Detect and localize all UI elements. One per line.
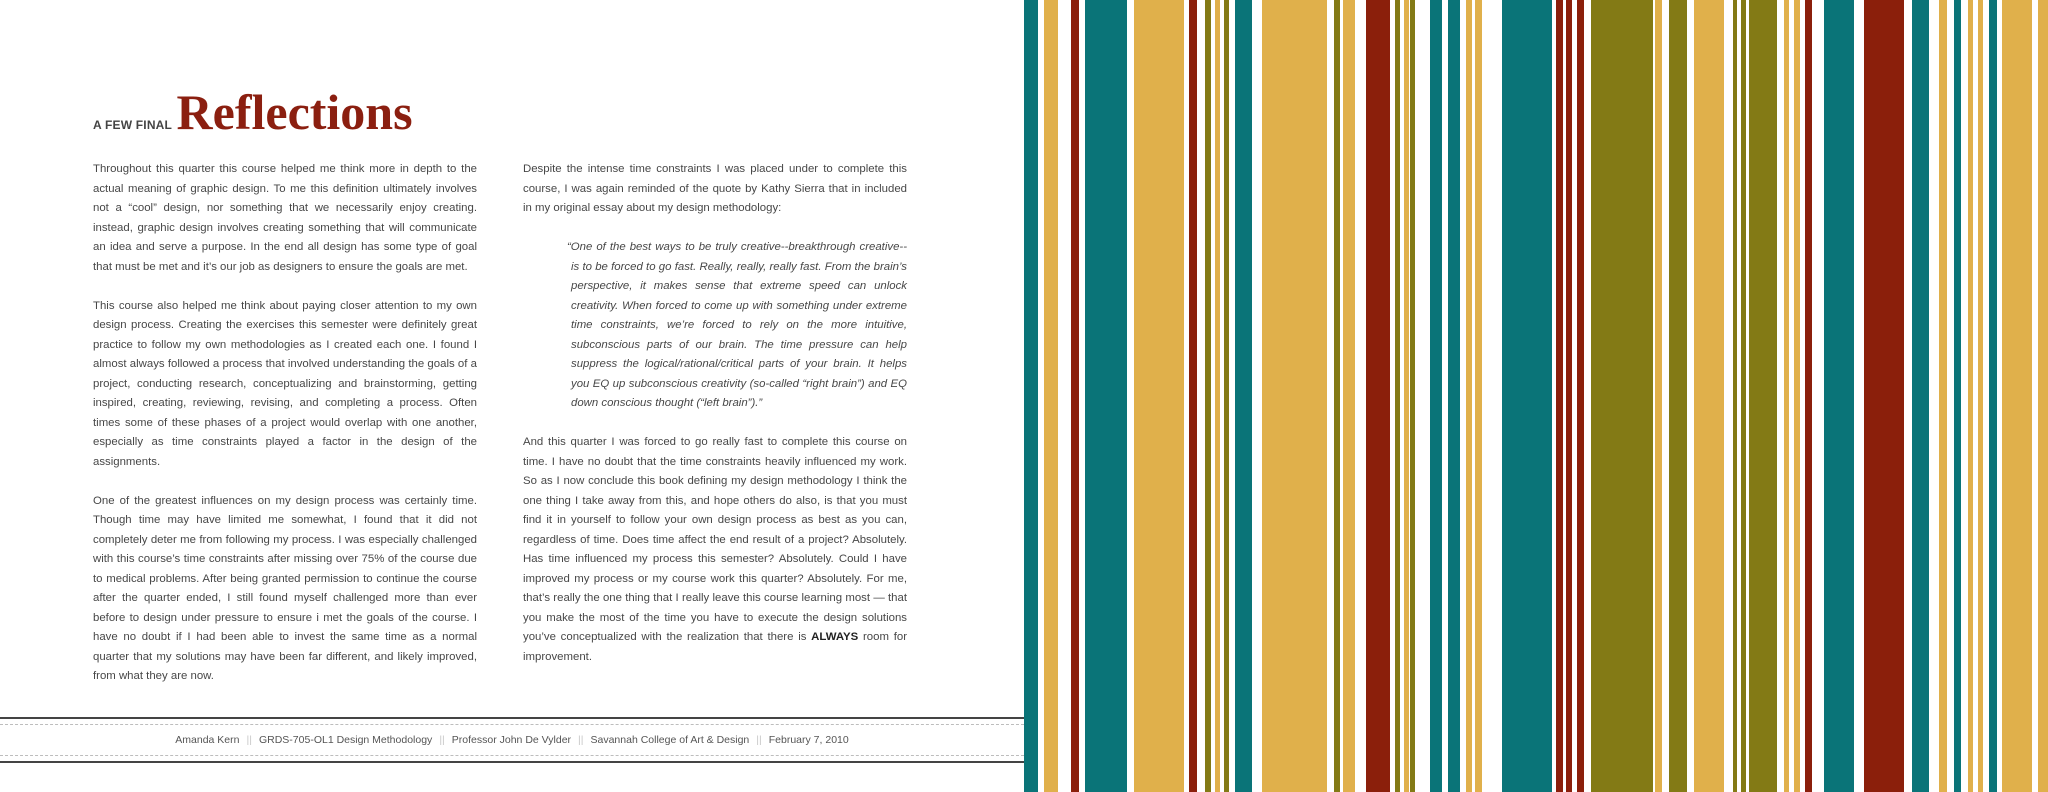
stripe	[1189, 0, 1197, 792]
stripe	[1235, 0, 1252, 792]
stripe	[1968, 0, 1973, 792]
stripe	[1566, 0, 1572, 792]
emphasis-text: ALWAYS	[811, 631, 859, 643]
stripe	[1205, 0, 1211, 792]
striped-pattern-page	[1024, 0, 2048, 792]
stripe	[1954, 0, 1961, 792]
stripe	[1591, 0, 1653, 792]
stripe	[1556, 0, 1563, 792]
footer-professor: Professor John De Vylder	[451, 734, 572, 746]
closing-text: And this quarter I was forced to go really fast to complete this course on time. I have no doubt that the time constraints heavily influenced my work. So as I now conclude this book defining my design methodology I think the one thing I take away from this, and hope others do also, is that you must find it in yourself to follow your own design process as best as you can, regardless of time. Does time affect the end result of a project? Absolutely. Has time influenced my process this semester? Absolutely. Could I have improved my process or my course work this quarter? Absolutely. For me, that’s really the one thing that I really leave this course learning most — that you make the most of the time you have to execute the design solutions you’ve conceptualized with the realization that there is	[523, 436, 907, 643]
stripe	[1733, 0, 1737, 792]
stripe	[1577, 0, 1584, 792]
stripe	[1215, 0, 1220, 792]
paragraph: Despite the intense time constraints I was placed under to complete this course, I was again reminded of the quote by Kathy Sierra that in included in my original essay about my design methodology:	[523, 163, 907, 214]
stripe	[1741, 0, 1746, 792]
stripe	[1989, 0, 1997, 792]
stripe	[1071, 0, 1079, 792]
footer-bar	[0, 717, 1024, 763]
footer-separator: ||	[439, 734, 445, 746]
footer-author: Amanda Kern	[175, 734, 240, 746]
footer-course: GRDS-705-OL1 Design Methodology	[258, 734, 433, 746]
stripe	[1805, 0, 1812, 792]
stripe	[1655, 0, 1662, 792]
stripe	[1224, 0, 1229, 792]
left-text-column	[93, 160, 477, 706]
paragraph: Throughout this quarter this course helped me think more in depth to the actual meaning of graphic design. To me this definition ultimately involves not a “cool” design, nor something that we necessarily enjoy creating. instead, graphic design involves creating something that will communicate an idea and serve a purpose. In the end all design has some type of goal that must be met and it’s our job as designers to ensure the goals are met.	[93, 163, 477, 273]
stripe	[1395, 0, 1400, 792]
stripe	[1044, 0, 1058, 792]
page-heading	[93, 82, 413, 142]
stripe	[1410, 0, 1415, 792]
page-title: Reflections	[176, 84, 413, 140]
block-quote: “One of the best ways to be truly creative--breakthrough creative--is to be forced to go fast. Really, really, really fast. From the brain’s perspective, it makes sense that extreme speed can unlock creativity. When forced to come up with something under extreme time constraints, we’re forced to rely on the more intuitive, subconscious parts of our brain. The time pressure can help suppress the logical/rational/critical parts of your brain. It helps you EQ up subconscious creativity (so-called “right brain”) and EQ down conscious thought (“left brain”).”	[567, 241, 907, 409]
right-text-column	[523, 160, 907, 687]
footer-school: Savannah College of Art & Design	[590, 734, 750, 746]
stripe	[1978, 0, 1983, 792]
stripe	[1669, 0, 1687, 792]
paragraph	[523, 433, 907, 667]
heading-kicker: A FEW FINAL	[93, 118, 173, 132]
stripe	[1404, 0, 1409, 792]
stripe	[1475, 0, 1482, 792]
stripe	[1694, 0, 1724, 792]
stripe	[1085, 0, 1127, 792]
stripe	[1864, 0, 1904, 792]
stripe	[1784, 0, 1789, 792]
footer-credits	[0, 724, 1024, 756]
stripe	[1466, 0, 1472, 792]
stripe	[1502, 0, 1552, 792]
closing-text-end: room for improvement.	[523, 631, 907, 663]
stripe	[1912, 0, 1929, 792]
stripe	[2002, 0, 2032, 792]
stripe	[1448, 0, 1460, 792]
stripe	[1794, 0, 1800, 792]
stripe	[1024, 0, 1038, 792]
stripe	[1343, 0, 1355, 792]
stripe	[2038, 0, 2048, 792]
footer-separator: ||	[246, 734, 252, 746]
footer-date: February 7, 2010	[768, 734, 849, 746]
stripe	[1262, 0, 1327, 792]
stripe	[1366, 0, 1390, 792]
stripe	[1939, 0, 1947, 792]
stripe	[1824, 0, 1854, 792]
vertical-stripes-pattern	[1024, 0, 2048, 792]
stripe	[1134, 0, 1184, 792]
stripe	[1334, 0, 1340, 792]
paragraph: One of the greatest influences on my design process was certainly time. Though time may have limited me somewhat, I found that it did not completely deter me from following my process. I was especially challenged with this course’s time constraints after missing over 75% of the course due to medical problems. After being granted permission to continue the course after the quarter ended, I still found myself challenged more than ever before to design under pressure to ensure i met the goals of the course. I have no doubt if I had been able to invest the same time as a normal quarter that my solutions may have been far different, and likely improved, from what they are now.	[93, 494, 477, 682]
footer-separator: ||	[756, 734, 762, 746]
stripe	[1749, 0, 1777, 792]
paragraph: This course also helped me think about paying closer attention to my own design process. Creating the exercises this semester were definitely great practice to follow my own methodologies as I created each one. I found I almost always followed a process that involved understanding the goals of a project, conducting research, conceptualizing and brainstorming, getting inspired, creating, reviewing, revising, and completing a process. Often times some of these phases of a project would overlap with one another, especially as time constraints played a factor in the design of the assignments.	[93, 299, 477, 468]
footer-separator: ||	[578, 734, 584, 746]
stripe	[1430, 0, 1442, 792]
